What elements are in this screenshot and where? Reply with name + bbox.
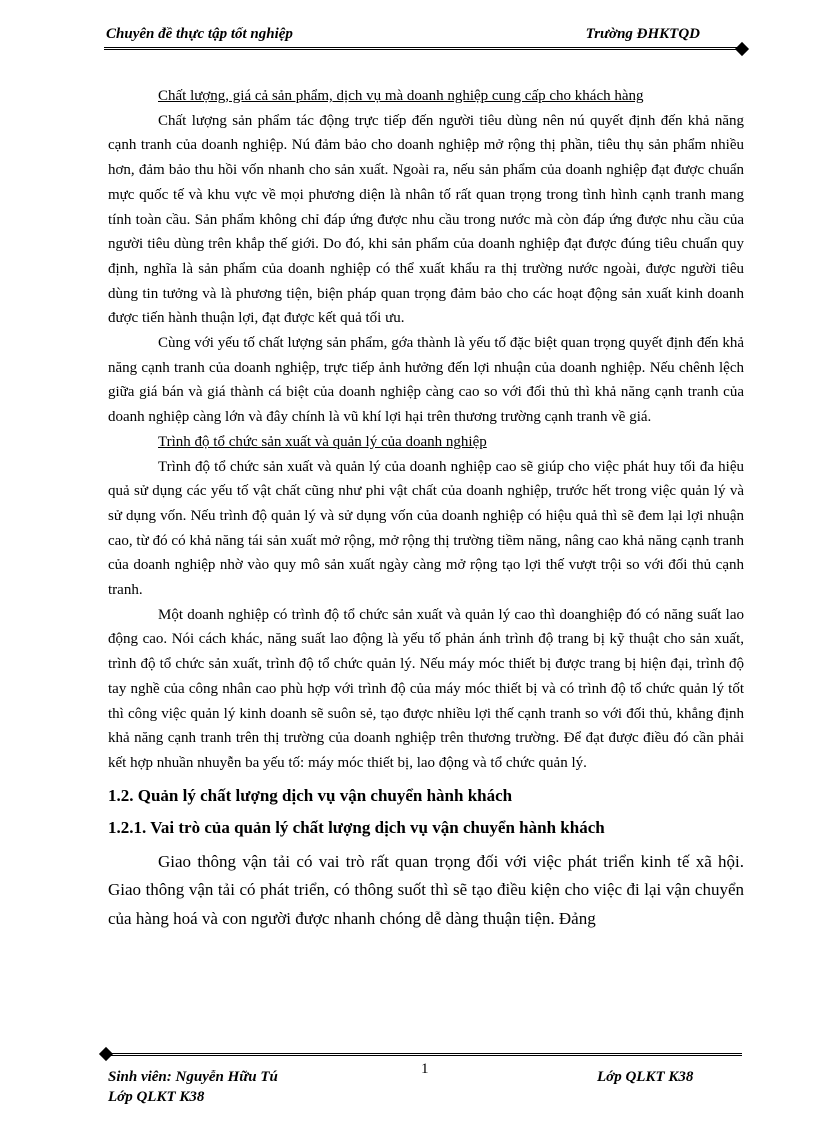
header-rule [104,47,740,50]
footer-class-right: Lớp QLKT K38 [597,1069,694,1085]
footer-student: Sinh viên: Nguyễn Hữu Tú [108,1069,278,1085]
document-body [108,84,744,933]
paragraph-1: Chất lượng sản phẩm tác động trực tiếp đến người tiêu dùng nên nú quyết định đến khả năng cạnh tranh của doanh nghiệp. Nú đảm bảo cho doanh nghiệp mở rộng thị phần, tiêu thụ sản phẩm nhiều hơn, đảm bảo thu hồi vốn nhanh cho sản xuất. Ngoài ra, nếu sản phẩm của doanh nghiệp đạt được chuẩn mực quốc tế và khu vực về mọi phương diện là nhân tố rất quan trọng trong tình hình cạnh tranh mang tính toàn cầu. Sản phẩm không chỉ đáp ứng được nhu cầu trong nước mà còn đáp ứng được nhu cầu của người tiêu dùng trên khắp thế giới. Do đó, khi sản phẩm của doanh nghiệp đạt được đúng tiêu chuẩn quy định, nghĩa là sản phẩm của doanh nghiệp có thể xuất khẩu ra thị trường nước ngoài, được người tiêu dùng tin tưởng và là phương tiện, biện pháp quan trọng đảm bảo cho các hoạt động sản xuất kinh doanh được tiến hành thuận lợi, đạt được kết quả tối ưu. [108,112,744,327]
heading-1-2-1: 1.2.1. Vai trò của quản lý chất lượng dịch vụ vận chuyển hành khách [108,817,605,837]
heading-1-2: 1.2. Quản lý chất lượng dịch vụ vận chuyển hành khách [108,785,513,805]
header-diamond-icon [735,42,749,56]
paragraph-2: Cùng với yếu tố chất lượng sản phẩm, gớa thành là yếu tố đặc biệt quan trọng quyết định đến khả năng cạnh tranh của doanh nghiệp, trực tiếp ảnh hưởng đến lợi nhuận của doanh nghiệp. Nếu chênh lệch giữa giá bán và giá thành cá biệt của doanh nghiệp càng cao so với đối thủ thì khả năng cạnh tranh của doanh nghiệp càng lớn và đây chính là vũ khí lợi hại trên thương trường cạnh tranh về giá. [108,335,744,426]
subheading-quality-price: Chất lượng, giá cả sản phẩm, dịch vụ mà doanh nghiệp cung cấp cho khách hàng [158,88,644,104]
header-title: Chuyên đề thực tập tốt nghiệp [106,26,293,42]
paragraph-4: Một doanh nghiệp có trình độ tổ chức sản xuất và quản lý cao thì doanghiệp đó có năng suất lao động cao. Nói cách khác, năng suất lao động là yếu tố phản ánh trình độ trang bị kỹ thuật cho sản xuất, trình độ tổ chức sản xuất, trình độ tổ chức quản lý. Nếu máy móc thiết bị được trang bị hiện đại, trình độ tay nghề của công nhân cao phù hợp với trình độ của máy móc thiết bị và có trình độ tổ chức quản lý tốt thì công việc quản lý kinh doanh sẽ suôn sẻ, tạo được nhiều lợi thế cạnh tranh so với đối thủ, khẳng định khả năng cạnh tranh trên thị trường của doanh nghiệp trên thương trường. Để đạt được điều đó cần phải kết hợp nhuần nhuyễn ba yếu tố: máy móc thiết bị, lao động và tổ chức quản lý. [108,606,744,771]
subheading-organization: Trình độ tổ chức sản xuất và quản lý của doanh nghiệp [158,433,487,450]
page-header [106,26,714,46]
footer-rule [110,1053,742,1056]
footer-class-left: Lớp QLKT K38 [108,1089,205,1105]
header-school: Trường ĐHKTQD [585,26,700,42]
paragraph-3: Trình độ tổ chức sản xuất và quản lý của doanh nghiệp cao sẽ giúp cho việc phát huy tối đa hiệu quả sử dụng các yếu tố vật chất cũng như phi vật chất của doanh nghiệp, trước hết trong việc quản lý và sử dụng vốn. Nếu trình độ quản lý và sử dụng vốn của doanh nghiệp có hiệu quả thì sẽ đem lại lợi nhuận cao, từ đó có khả năng tái sản xuất mở rộng, mở rộng thị trường tiềm năng, nâng cao khả năng cạnh tranh của doanh nghiệp nhờ vào quy mô sản xuất ngày càng mở rộng tạo lợi thế vượt trội so với đối thủ cạnh tranh. [108,458,744,599]
page-number: 1 [421,1061,429,1077]
paragraph-5: Giao thông vận tải có vai trò rất quan trọng đối với việc phát triển kinh tế xã hội. Giao thông vận tải có phát triển, có thông suốt thì sẽ tạo điều kiện cho việc đi lại vận chuyển của hàng hoá và con người được nhanh chóng dễ dàng thuận tiện. Đảng [108,851,744,928]
